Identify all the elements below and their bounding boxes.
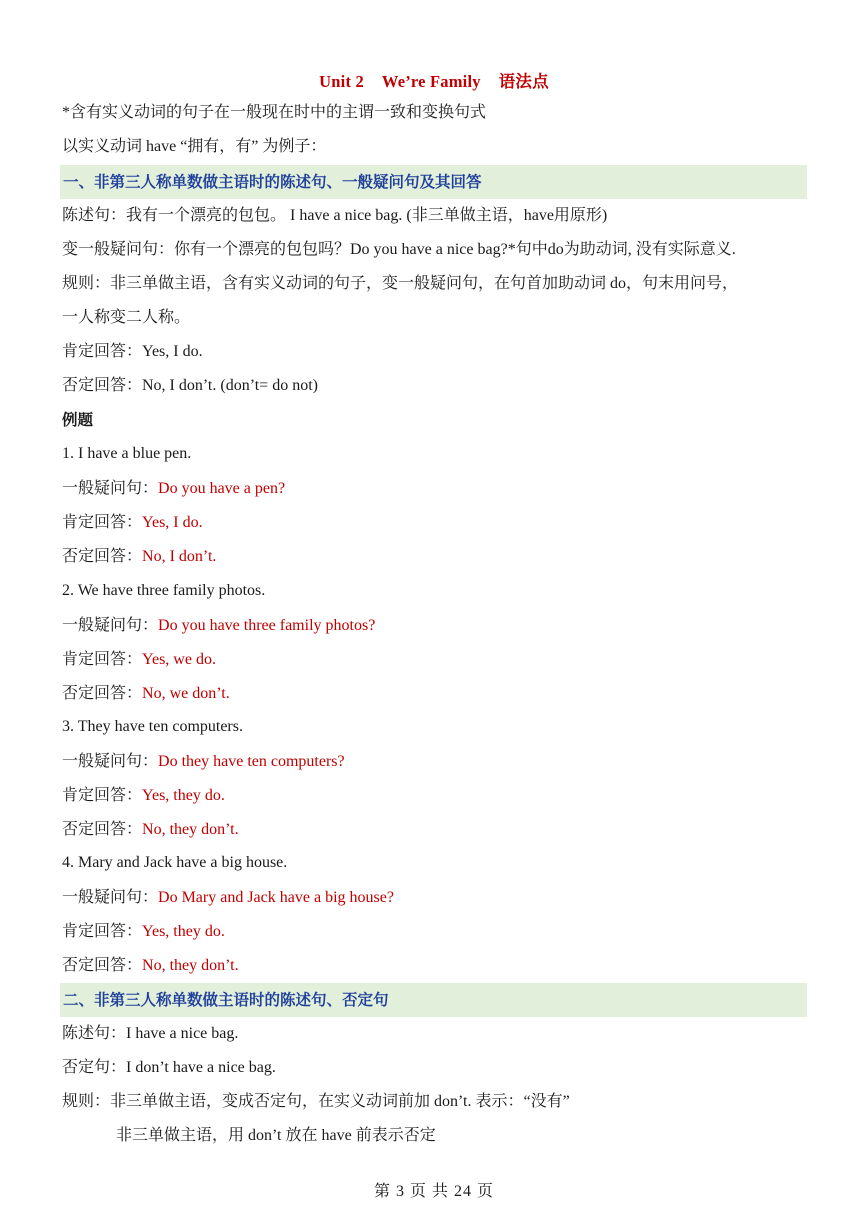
- question-label: 一般疑问句：: [62, 889, 159, 906]
- title-name: We’re Family: [381, 72, 481, 91]
- s1-rule-line-1: 规则：非三单做主语，含有实义动词的句子，变一般疑问句，在句首加助动词 do，句末用问号，: [62, 275, 739, 292]
- s1-rule-line-2: 一人称变二人称。: [62, 309, 191, 326]
- example-2-sentence: 2. We have three family photos.: [62, 582, 266, 599]
- example-3-question-row: [62, 750, 810, 774]
- example-4-sentence: 4. Mary and Jack have a big house.: [62, 854, 288, 871]
- negative-label: 否定回答：: [62, 685, 143, 702]
- example-2-yes: Yes, we do.: [142, 651, 216, 668]
- page-title: [0, 68, 868, 92]
- positive-label: 肯定回答：: [62, 651, 143, 668]
- positive-label: 肯定回答：: [62, 923, 143, 940]
- s2-negative: 否定句：I don’t have a nice bag.: [62, 1059, 276, 1076]
- example-4-yes-row: [62, 920, 810, 944]
- s1-positive-answer: 肯定回答：Yes, I do.: [62, 343, 203, 360]
- question-label: 一般疑问句：: [62, 617, 159, 634]
- example-1-no: No, I don’t.: [142, 548, 217, 565]
- s2-statement: 陈述句：I have a nice bag.: [62, 1025, 239, 1042]
- example-1-yes-row: [62, 511, 810, 535]
- negative-label: 否定回答：: [62, 821, 143, 838]
- positive-label: 肯定回答：: [62, 514, 143, 531]
- example-4-question: Do Mary and Jack have a big house?: [158, 889, 394, 906]
- s2-rule-line-1: 规则：非三单做主语，变成否定句，在实义动词前加 don’t. 表示：“没有”: [62, 1093, 570, 1110]
- example-1-no-row: [62, 545, 810, 569]
- intro-line-1: *含有实义动词的句子在一般现在时中的主谓一致和变换句式: [62, 104, 487, 121]
- example-1-sentence: 1. I have a blue pen.: [62, 445, 192, 462]
- negative-label: 否定回答：: [62, 548, 143, 565]
- question-label: 一般疑问句：: [62, 753, 159, 770]
- title-tag: 语法点: [498, 72, 549, 91]
- example-4-no: No, they don’t.: [142, 957, 239, 974]
- intro-line-2: 以实义动词 have “拥有，有” 为例子：: [62, 138, 327, 155]
- example-1-question-row: [62, 477, 810, 501]
- example-2-question-row: [62, 614, 810, 638]
- s2-rule-line-2: 非三单做主语，用 don’t 放在 have 前表示否定: [116, 1127, 436, 1144]
- example-2-no-row: [62, 682, 810, 706]
- question-label: 一般疑问句：: [62, 480, 159, 497]
- title-unit: Unit 2: [319, 72, 364, 91]
- s1-negative-answer: 否定回答：No, I don’t. (don’t= do not): [62, 377, 318, 394]
- page-number-footer: 第 3 页 共 24 页: [373, 1183, 494, 1200]
- example-4-question-row: [62, 886, 810, 910]
- example-2-question: Do you have three family photos?: [158, 617, 376, 634]
- example-2-yes-row: [62, 648, 810, 672]
- example-3-yes-row: [62, 784, 810, 808]
- s1-question: 变一般疑问句：你有一个漂亮的包包吗？Do you have a nice bag?*句中do为助动词, 没有实际意义.: [62, 241, 736, 258]
- section-1-heading: 一、非第三人称单数做主语时的陈述句、一般疑问句及其回答: [60, 165, 807, 199]
- example-1-yes: Yes, I do.: [142, 514, 203, 531]
- example-2-no: No, we don’t.: [142, 685, 230, 702]
- example-4-yes: Yes, they do.: [142, 923, 225, 940]
- examples-label: 例题: [62, 411, 94, 429]
- example-3-yes: Yes, they do.: [142, 787, 225, 804]
- example-3-no: No, they don’t.: [142, 821, 239, 838]
- example-3-question: Do they have ten computers?: [158, 753, 345, 770]
- section-2-heading: 二、非第三人称单数做主语时的陈述句、否定句: [60, 983, 807, 1017]
- example-1-question: Do you have a pen?: [158, 480, 286, 497]
- example-4-no-row: [62, 954, 810, 978]
- s1-statement: 陈述句：我有一个漂亮的包包。 I have a nice bag. (非三单做主语，have用原形): [62, 207, 608, 224]
- positive-label: 肯定回答：: [62, 787, 143, 804]
- example-3-no-row: [62, 818, 810, 842]
- example-3-sentence: 3. They have ten computers.: [62, 718, 243, 735]
- negative-label: 否定回答：: [62, 957, 143, 974]
